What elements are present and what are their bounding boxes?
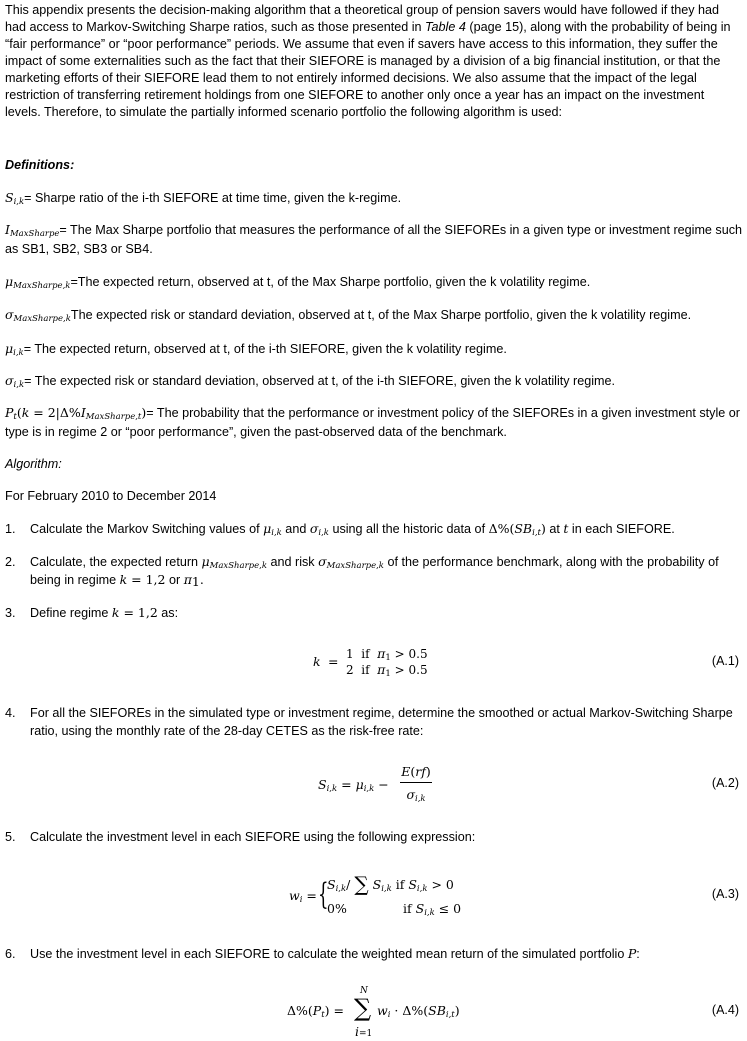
definition-max-sharpe-portfolio: $I_{MaxSharpe}=$ The Max Sharpe portfolio that measures the performance of all the SIEFOREs in a given type or investment regime such as SB1, SB2, SB3 or SB4.	[5, 222, 743, 256]
equation-number-a2: (A.2)	[711, 776, 739, 790]
intro-paragraph: This appendix presents the decision-making algorithm that a theoretical group of pension savers would have followed if they had had access to Markov-Switching Sharpe ratios, such as those presented in Table 4 (page 15), along with the probability of being in “fair performance” or “poor performance” periods. We assume that even if savers have access to this information, they suffer the impact of some externalities such as the fact that their SIEFORE is managed by a division of a big financial institution, or that the marketing efforts of their SIEFORE lead them to not entirely informed decisions. We also assume that the impact of the legal restriction of transferring retirement holdings from one SIEFORE to another only once a year has an impact on the investment levels. Therefore, to simulate the partially informed scenario portfolio the following algorithm is used:	[5, 3, 731, 119]
equation-number-a3: (A.3)	[711, 887, 739, 901]
definition-regime-probability: $P_t(k = 2|\Delta\%I_{MaxSharpe,t})=$ The probability that the performance or investment policy of the SIEFOREs in a given investment style or type is in regime 2 or “poor performance”, given the past-observed data of the benchmark.	[5, 405, 740, 439]
equation-a4: $\Delta\%(P_t)$ = N ∑ i=1 $w_i \cdot \Delta\%(SB_{i,t})$	[287, 986, 460, 1039]
algorithm-heading: Algorithm:	[5, 457, 62, 471]
algorithm-period: For February 2010 to December 2014	[5, 489, 217, 503]
definition-sharpe: $S_{i,k}=$ Sharpe ratio of the i-th SIEFORE at time time, given the k-regime.	[5, 190, 402, 207]
equation-a1: k = 1 if $\pi_1 > 0.5$ 2 if $\pi_1 > 0.5$	[313, 646, 428, 679]
definition-siefore-return: $\mu_{i,k}=$ The expected return, observed at t, of the i-th SIEFORE, given the k volatility regime.	[5, 341, 507, 358]
definition-max-sharpe-risk: $\sigma_{MaxSharpe,k}The$ expected risk or standard deviation, observed at t, of the Max Sharpe portfolio, given the k volatility regime.	[5, 307, 692, 324]
equation-number-a1: (A.1)	[711, 654, 739, 668]
equation-a2: $S_{i,k} = \mu_{i,k}$ − E(rf) $\sigma_{i,k}$	[318, 764, 431, 804]
definitions-heading: Definitions:	[5, 158, 75, 172]
definition-siefore-risk: $\sigma_{i,k}=$ The expected risk or standard deviation, observed at t, of the i-th SIEFORE, given the k volatility regime.	[5, 373, 616, 390]
equation-a3: $w_i$ = { $S_{i,k}/$ ∑ $S_{i,k}$ if $S_{i,k} > 0$ 0% if $S_{i,k} \le 0$	[289, 872, 462, 918]
definition-max-sharpe-return: $\mu_{MaxSharpe,k}=The$ expected return, observed at t, of the Max Sharpe portfolio, given the k volatility regime.	[5, 274, 591, 291]
equation-number-a4: (A.4)	[711, 1003, 739, 1017]
table-reference: Table 4	[425, 20, 466, 34]
